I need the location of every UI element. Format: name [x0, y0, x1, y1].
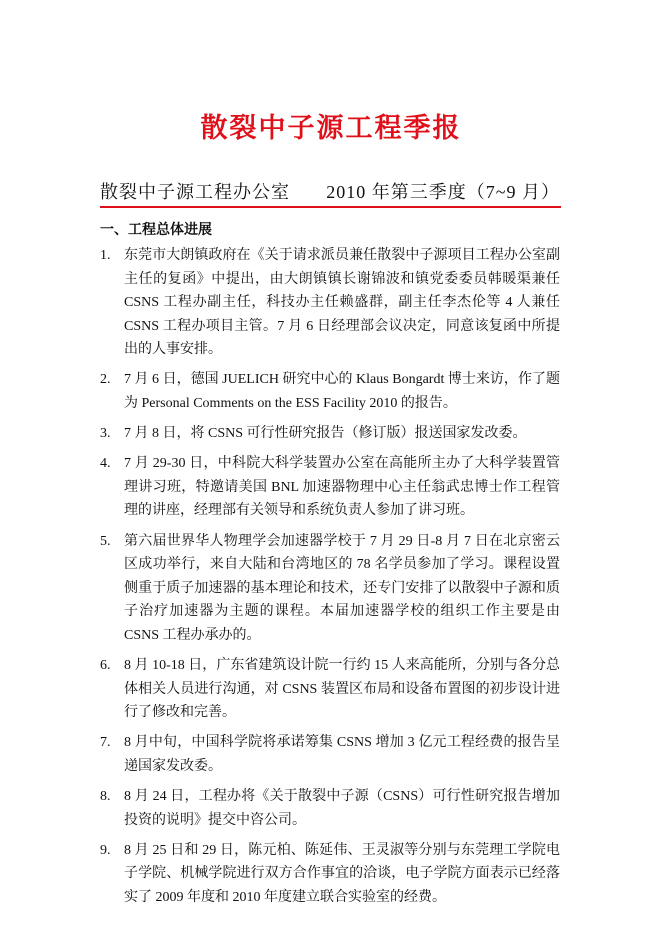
document-title: 散裂中子源工程季报 — [200, 113, 462, 143]
item-text: 8 月 10-18 日，广东省建筑设计院一行约 15 人来高能所，分别与各分总体相关人员进行沟通，对 CSNS 装置区布局和设备布置图的初步设计进行了修改和完善。 — [124, 658, 560, 721]
item-text: 第六届世界华人物理学会加速器学校于 7 月 29 日-8 月 7 日在北京密云区成功举行，来自大陆和台湾地区的 78 名学员参加了学习。课程设置侧重于质子加速器的基本理论和技术，还专门安排了以散裂中子源和质子治疗加速器为主题的课程。本届加速器学校的组织工作主要是由 CSNS 工程办承办的。 — [124, 533, 560, 643]
header-divider — [100, 206, 561, 208]
report-header — [100, 178, 560, 204]
item-number: 5. — [100, 533, 111, 549]
list-item — [100, 368, 560, 415]
list-item — [100, 839, 560, 910]
item-text: 7 月 6 日，德国 JUELICH 研究中心的 Klaus Bongardt 博士来访，作了题为 Personal Comments on the ESS Facility 2010 的报告。 — [124, 372, 560, 412]
item-text: 东莞市大朗镇政府在《关于请求派员兼任散裂中子源项目工程办公室副主任的复函》中提出，由大朗镇镇长谢锦波和镇党委委员韩暖渠兼任 CSNS 工程办副主任，科技办主任赖盛群，副主任李杰伦等 4 人兼任 CSNS 工程办项目主管。7 月 6 日经理部会议决定，同意该复函中所提出的人事安排。 — [124, 248, 560, 358]
list-item — [100, 422, 560, 446]
report-period: 2010 年第三季度（7~9 月） — [326, 182, 560, 202]
list-item — [100, 785, 560, 832]
item-text: 8 月中旬，中国科学院将承诺筹集 CSNS 增加 3 亿元工程经费的报告呈递国家发改委。 — [124, 735, 560, 774]
list-item — [100, 452, 560, 523]
item-text: 7 月 8 日，将 CSNS 可行性研究报告（修订版）报送国家发改委。 — [124, 426, 527, 442]
item-number: 7. — [100, 735, 111, 751]
item-number: 6. — [100, 658, 111, 673]
list-item — [100, 244, 560, 362]
item-number: 1. — [100, 248, 111, 263]
item-number: 2. — [100, 372, 111, 388]
list-item — [100, 654, 560, 725]
item-number: 4. — [100, 456, 111, 472]
list-item — [100, 731, 560, 778]
section-heading: 一、工程总体进展 — [100, 223, 212, 238]
item-number: 9. — [100, 842, 111, 858]
item-text: 7 月 29-30 日，中科院大科学装置办公室在高能所主办了大科学装置管理讲习班，特邀请美国 BNL 加速器物理中心主任翁武忠博士作工程管理的讲座，经理部有关领导和系统负责人参加了讲习班。 — [124, 456, 560, 519]
item-text: 8 月 25 日和 29 日，陈元柏、陈延伟、王灵淑等分别与东莞理工学院电子学院、机械学院进行双方合作事宜的洽谈，电子学院方面表示已经落实了 2009 年度和 2010 年度建立联合实验室的经费。 — [124, 842, 560, 905]
item-number: 8. — [100, 788, 111, 804]
office-name: 散裂中子源工程办公室 — [100, 182, 290, 202]
item-text: 8 月 24 日，工程办将《关于散裂中子源（CSNS）可行性研究报告增加投资的说明》提交中咨公司。 — [124, 788, 560, 828]
item-number: 3. — [100, 426, 111, 442]
progress-list — [100, 244, 560, 916]
list-item — [100, 530, 560, 648]
